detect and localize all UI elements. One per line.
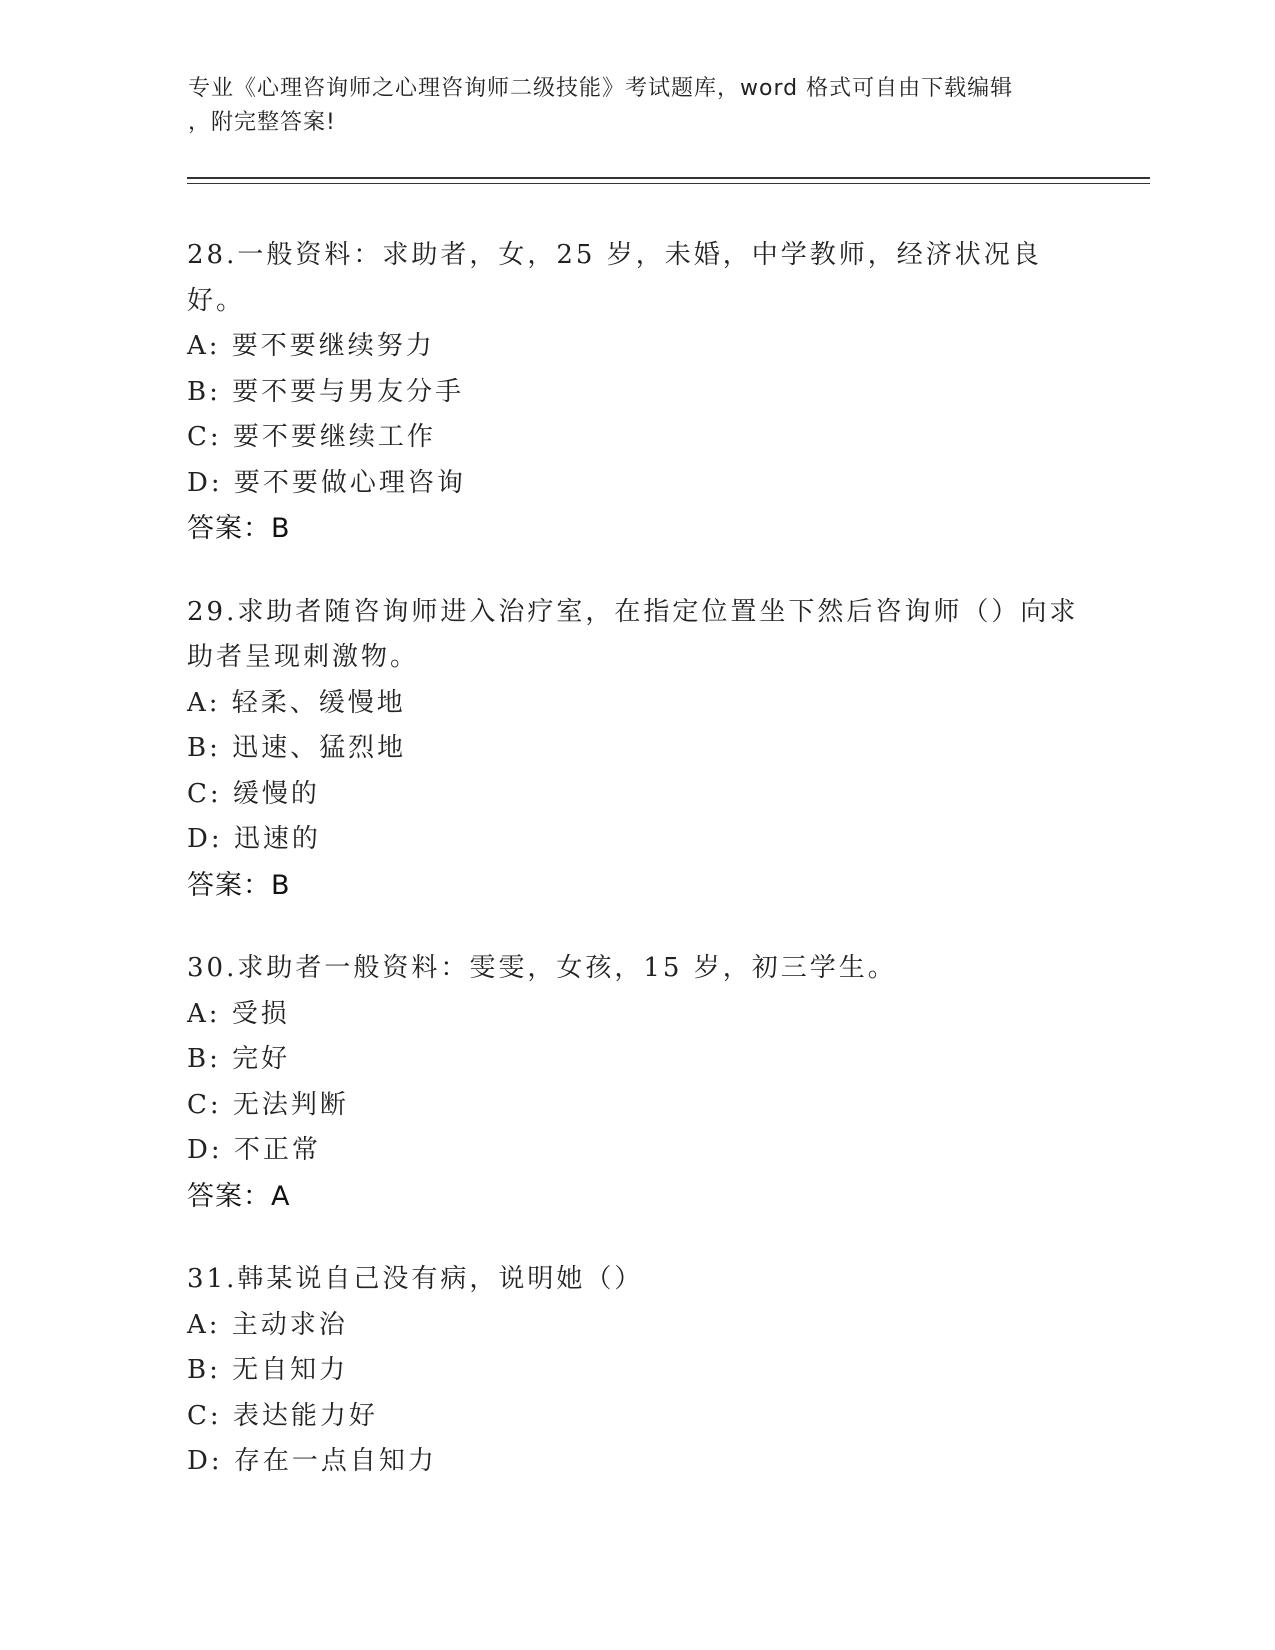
question-option: B: 无自知力 — [187, 1355, 349, 1385]
question-stem: 29.求助者随咨询师进入治疗室，在指定位置坐下然后咨询师（）向求 — [187, 596, 1079, 627]
question-block — [187, 233, 1087, 552]
question-option: D: 存在一点自知力 — [187, 1446, 437, 1476]
document-header — [188, 72, 1068, 140]
question-stem: 31.韩某说自己没有病，说明她（） — [187, 1264, 644, 1294]
question-option: D: 不正常 — [187, 1135, 321, 1165]
question-option: D: 要不要做心理咨询 — [187, 467, 466, 498]
question-option: A: 轻柔、缓慢地 — [187, 687, 406, 718]
question-block — [187, 590, 1087, 909]
question-option: C: 缓慢的 — [187, 778, 320, 809]
question-option: A: 要不要继续努力 — [187, 331, 435, 361]
question-option: C: 表达能力好 — [187, 1400, 378, 1431]
question-answer: 答案：B — [187, 513, 291, 544]
question-stem: 助者呈现刺激物。 — [187, 642, 420, 672]
question-block — [187, 1257, 1087, 1485]
question-option: C: 要不要继续工作 — [187, 422, 436, 452]
header-line-1: 专业《心理咨询师之心理咨询师二级技能》考试题库，word 格式可自由下载编辑 — [188, 76, 1014, 101]
question-list — [187, 233, 1087, 1523]
question-option: A: 主动求治 — [187, 1309, 348, 1340]
question-option: A: 受损 — [187, 998, 290, 1029]
header-line-2: ，附完整答案! — [188, 110, 336, 135]
question-block — [187, 946, 1087, 1219]
question-option: B: 迅速、猛烈地 — [187, 733, 407, 763]
question-answer: 答案：A — [187, 1180, 291, 1212]
header-divider-thin — [187, 183, 1150, 184]
question-stem: 28.一般资料：求助者，女，25 岁，未婚，中学教师，经济状况良好。 — [187, 240, 1042, 316]
question-option: C: 无法判断 — [187, 1089, 349, 1120]
header-divider-thick — [187, 177, 1150, 179]
question-answer: 答案：B — [187, 869, 291, 901]
question-option: D: 迅速的 — [187, 824, 321, 854]
question-option: B: 完好 — [187, 1044, 291, 1074]
question-option: B: 要不要与男友分手 — [187, 376, 465, 407]
question-stem: 30.求助者一般资料：雯雯，女孩，15 岁，初三学生。 — [187, 953, 897, 983]
